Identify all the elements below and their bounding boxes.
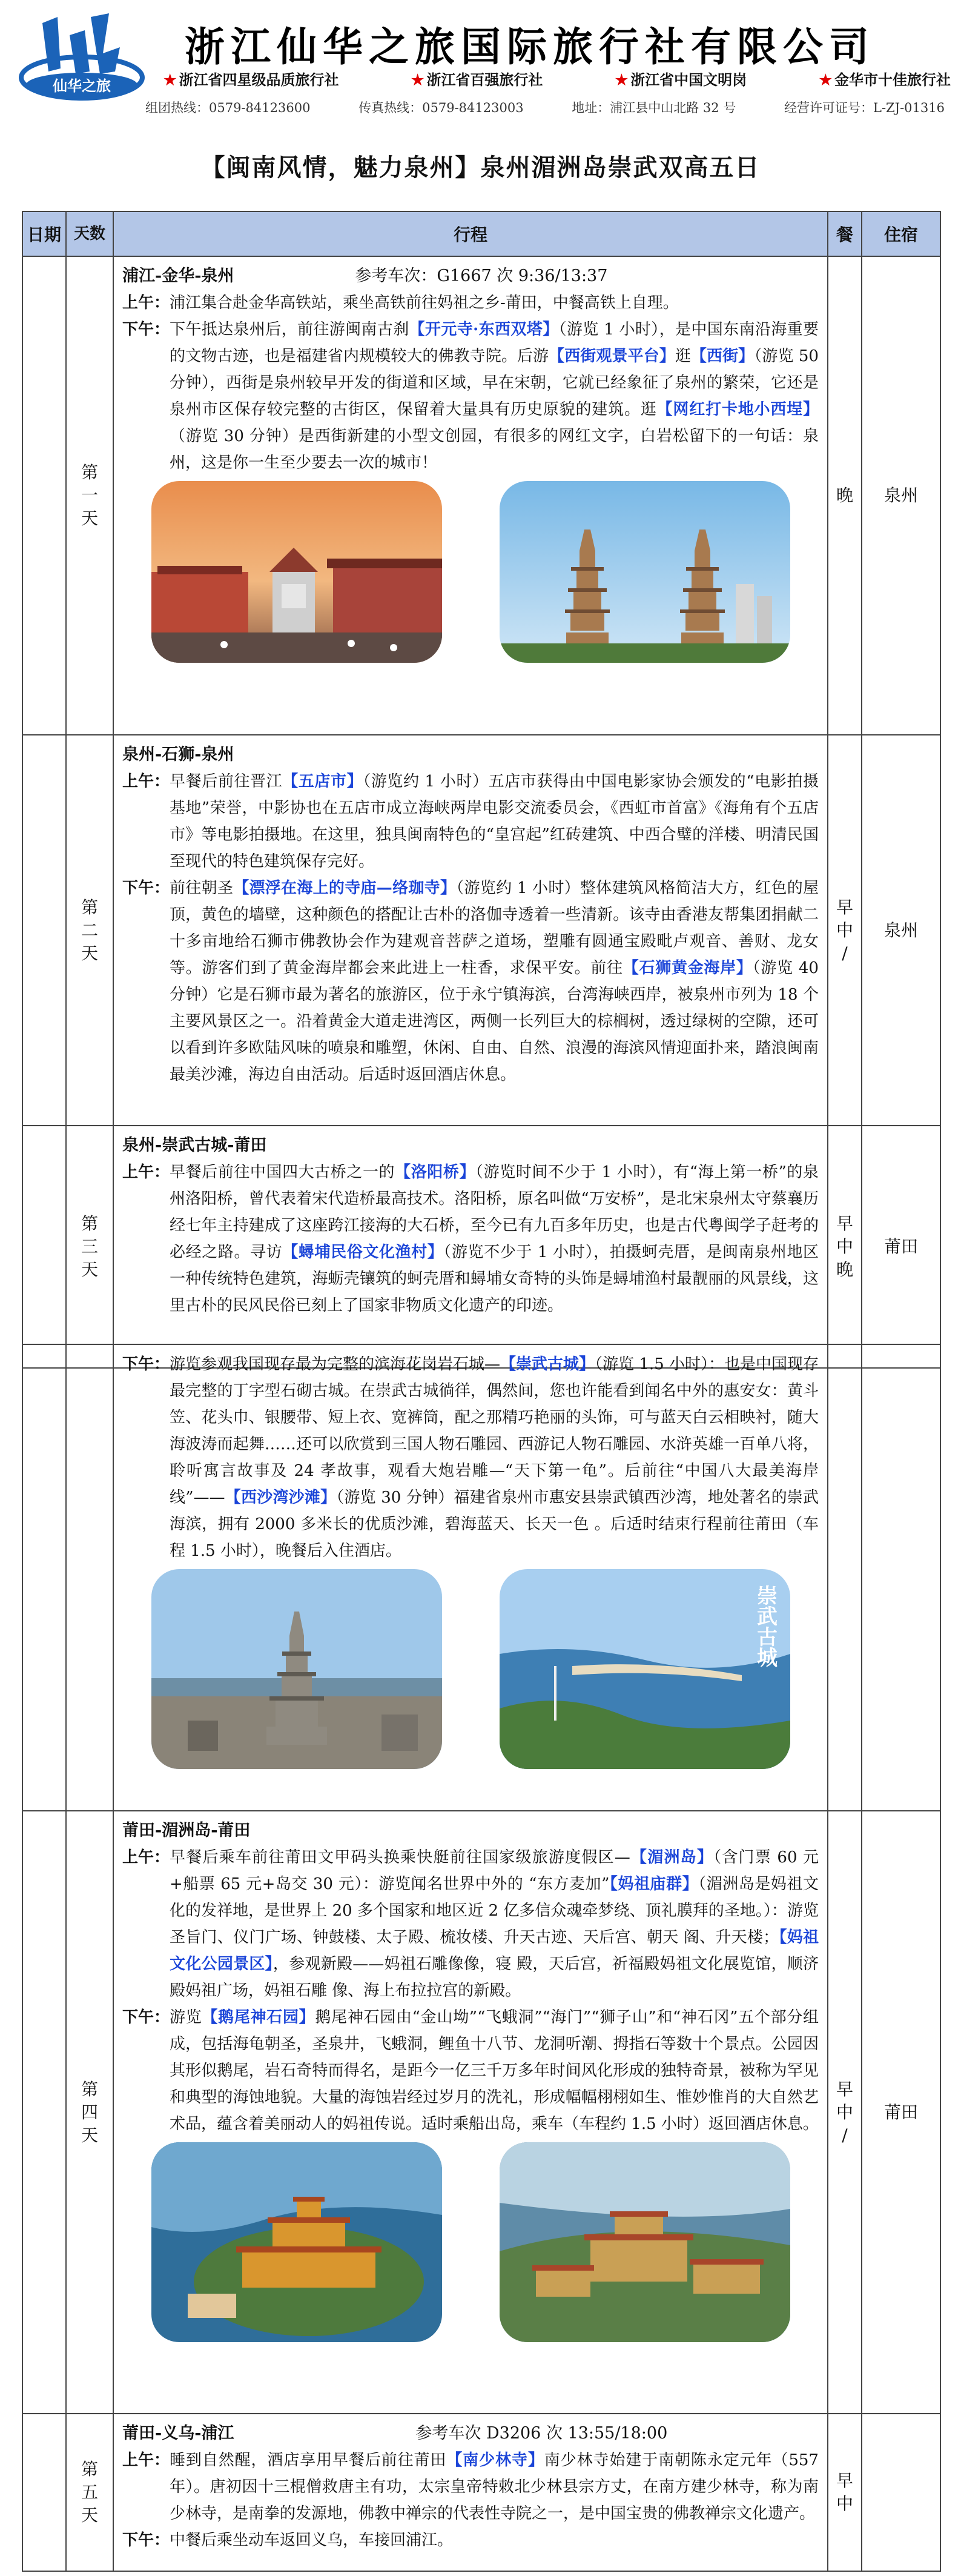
stay-cell: 莆田 [862,1126,940,1368]
paragraph-text [170,290,819,316]
day-label: 第 一 天 [66,256,113,735]
text-segment: （游览不少于 1 小时），拍摄蚵壳厝，是闽南泉州地区一种传统特色建筑，海蛎壳镶筑的蚵壳厝和蟳埔女奇特的头饰是蟳埔渔村最靓丽的风景线，这里古朴的民风民俗已刻上了国家非物质文化遗产的印迹。 [170,1243,819,1315]
text-segment: （游览 30 分钟）是西街新建的小型文创园，有很多的网红文字，白岩松留下的一句话：泉州，这是你一生至少要去一次的城市！ [170,427,819,472]
attraction-name: 【妈祖文化公园景区】 [170,1928,819,1973]
attraction-name: 【开元寺·东西双塔】 [409,320,559,339]
route-line: 泉州-崇武古城-莆田 [122,1136,267,1155]
day-content [113,1344,828,1811]
stay-cell: 泉州 [862,256,940,735]
time-label: 下午： [122,2008,170,2027]
photo-mazu-complex [500,2142,790,2342]
text-segment: （游览 40 分钟）它是石狮市最为著名的旅游区，位于永宁镇海滨，台湾海峡西岸，被泉州市列为 18 个主要风景区之一。沿着黄金大道走进湾区，两侧一长列巨大的棕榈树，透过绿树的空隙，还可以看到许多欧陆风味的喷泉和雕塑，休闲、自由、自然、浪漫的海滨风情迎面扑来，踏浪闽南最美沙滩，海边自由活动。后适时返回酒店休息。 [170,959,819,1084]
time-label: 上午： [122,1848,170,1867]
group-hotline: 组团热线：0579-84123600 [145,101,311,115]
paragraph-text [170,1351,819,1564]
license-number: 经营许可证号：L-ZJ-01316 [784,101,945,115]
address: 地址：浦江县中山北路 32 号 [572,101,736,115]
attraction-name: 【五店市】 [282,772,363,791]
time-label: 下午： [122,320,170,339]
train-info: 参考车次：G1667 次 9:36/13:37 [355,267,608,285]
honor-item: ★ 金华市十佳旅行社 [819,71,951,88]
itinerary-table-continued [22,1344,941,2572]
time-label: 上午： [122,1163,170,1181]
stay-cell: 泉州 [862,735,940,1126]
text-segment: （游览约 1 小时）五店市获得由中国电影家协会颁发的“电影拍摄基地”荣誉，中影协也在五店市成立海峡两岸电影交流委员会，《西虹市首富》《海角有个五店市》等电影拍摄地。在这里，独具闽南特色的“皇宫起”红砖建筑、中西合璧的洋楼、明清民国至现代的特色建筑保存完好。 [170,772,819,871]
photo-chongwu-pagoda [151,1569,442,1769]
route-line: 莆田-义乌-浦江 参考车次 D3206 次 13:55/18:00 [122,2420,819,2447]
star-icon: ★ [819,71,832,88]
photo-meizhou-temple-aerial [151,2142,442,2342]
header-meal: 餐 [828,211,862,256]
day-content [113,256,828,735]
honor-item: ★ 浙江省中国文明岗 [615,71,747,88]
star-icon: ★ [615,71,629,88]
text-segment: 游览 [170,2008,202,2027]
text-segment: 游览参观我国现存最为完整的滨海花岗岩石城— [170,1355,501,1373]
photo-kaiyuan-street [151,481,442,663]
header-itinerary: 行程 [113,211,828,256]
text-segment: （游览 50 分钟），西街是泉州较早开发的街道和区域，早在宋朝，它就已经象征了泉州的繁荣，它还是泉州市区保存较完整的古街区，保留着大量具有历史原貌的建筑。逛 [170,347,819,419]
stay-cell: 莆田 [862,1811,940,2414]
itinerary-table [22,211,941,1369]
text-segment: （游览约 1 小时）整体建筑风格简洁大方，红色的屋顶，黄色的墙壁，这种颜色的搭配让古朴的洛伽寺透着一些清新。该寺由香港友帮集团捐献二十多亩地给石狮市佛教协会作为建观音菩萨之道场，塑雕有圆通宝殿毗卢观音、善财、龙女等。游客们到了黄金海岸都会来此进上一柱香，求保平安。前往 [170,879,819,977]
text-segment: 鹅尾神石园由“金山坳”“飞蛾洞”“海门”“狮子山”和“神石冈”五个部分组成，包括海龟朝圣，圣泉井，飞蛾洞，鲤鱼十八节、龙洞听潮、拇指石等数十个景点。公园因其形似鹅尾，岩石奇特而得名，是距今一亿三千万多年时间风化形成的独特奇景，被称为罕见和典型的海蚀地貌。大量的海蚀岩经过岁月的洗礼，形成幅幅栩栩如生、惟妙惟肖的大自然艺术品，蕴含着美丽动人的妈祖传说。适时乘船出岛，乘车（车程约 1.5 小时）返回酒店休息。 [170,2008,819,2133]
text-segment: 睡到自然醒，酒店享用早餐后前往莆田 [170,2451,447,2469]
paragraph-text [170,2447,819,2527]
meal-cell: 早 中 / [828,1811,862,2414]
schedule-paragraph [122,290,819,316]
time-label: 下午： [122,1355,170,1373]
paragraph-text [170,2527,819,2554]
attraction-name: 【网红打卡地小西埕】 [656,400,819,419]
header-date: 日期 [22,211,66,256]
time-label: 上午： [122,294,170,312]
attraction-name: 【西沙湾沙滩】 [225,1489,337,1507]
text-segment: 中餐后乘坐动车返回义乌，车接回浦江。 [170,2531,454,2549]
meal-cell: 早 中 / [828,735,862,1126]
honor-item: ★ 浙江省百强旅行社 [411,71,543,88]
date-cell [22,735,66,1126]
attraction-name: 【洛阳桥】 [395,1163,476,1181]
logo-text: 仙华之旅 [53,78,111,95]
meal-cell: 晚 [828,256,862,735]
day-label: 第 二 天 [66,735,113,1126]
text-segment: 早餐后前往晋江 [170,772,283,791]
day-row-continued [22,1344,940,1811]
day-content [113,2414,828,2571]
table-header-row [22,211,940,256]
paragraph-text [170,316,819,476]
day-row [22,256,940,735]
schedule-paragraph [122,2527,819,2554]
fax-hotline: 传真热线：0579-84123003 [358,101,524,115]
photo-twin-pagodas [500,481,790,663]
text-segment: 南少林寺始建于南朝陈永定元年（557 年）。唐初因十三棍僧救唐主有功，太宗皇帝特敕北少林县宗方丈，在南方建少林寺，称为南少林寺，是南拳的发源地，佛教中禅宗的代表性寺院之一，是中国宝贵的佛教禅宗文化遗产。 [170,2451,819,2523]
text-segment: 早餐后乘车前往莆田文甲码头换乘快艇前往国家级旅游度假区— [170,1848,630,1867]
date-cell [22,1811,66,2414]
company-logo [18,11,145,102]
date-cell [22,1126,66,1368]
route-line: 浦江-金华-泉州 参考车次：G1667 次 9:36/13:37 [122,263,819,290]
stay-cell [862,1344,940,1811]
header-days: 天数 [66,211,113,256]
stay-cell [862,2414,940,2571]
paragraph-text [170,768,819,875]
attraction-name: 【西街】 [690,347,755,365]
attraction-name: 【湄洲岛】 [630,1848,714,1867]
date-cell [22,1344,66,1811]
day-content [113,1811,828,2414]
schedule-paragraph [122,1159,819,1319]
date-cell [22,2414,66,2571]
header-stay: 住宿 [862,211,940,256]
schedule-paragraph [122,768,819,875]
time-label: 下午： [122,2531,170,2549]
day-row [22,1811,940,2414]
attraction-name: 【石狮黄金海岸】 [623,959,753,977]
day-label [66,1344,113,1811]
day-row [22,735,940,1126]
photo-row [122,2137,819,2345]
day-content [113,735,828,1126]
schedule-paragraph [122,2004,819,2137]
paragraph-text [170,1844,819,2004]
day-label: 第 三 天 [66,1126,113,1368]
text-segment: 前往朝圣 [170,879,234,897]
time-label: 上午： [122,772,170,791]
photo-chongwu-coast [500,1569,790,1769]
text-segment: 浦江集合赴金华高铁站，乘坐高铁前往妈祖之乡-莆田，中餐高铁上自理。 [170,294,679,312]
text-segment: （湄洲岛是妈祖文化的发祥地，是世界上 20 多个国家和地区近 2 亿多信众魂牵梦绕、顶礼膜拜的圣地。）：游览圣旨门、仪门广场、钟鼓楼、太子殿、梳妆楼、升天古迹、天后宫、朝天 阁、升天楼； [170,1875,819,1947]
text-segment: （含门票 60 元+船票 65 元+岛交 30 元）：游览闻名世界中外的 “东方麦加” [170,1848,819,1893]
schedule-paragraph [122,1844,819,2004]
meal-cell: 早 中 晚 [828,1126,862,1368]
paragraph-text [170,875,819,1088]
schedule-paragraph [122,2447,819,2527]
text-segment: （游览时间不少于 1 小时），有“海上第一桥”的泉州洛阳桥，曾代表着宋代造桥最高技术。洛阳桥，原名叫做“万安桥”，是北宋泉州太守蔡襄历经七年主持建成了这座跨江接海的大石桥，至今已有九百多年历史，也是古代粤闽学子赶考的必经之路。寻访 [170,1163,819,1261]
paragraph-text [170,1159,819,1319]
attraction-name: 【蟳埔民俗文化渔村】 [282,1243,444,1261]
text-segment: 逛 [675,347,691,365]
route-line: 莆田-湄洲岛-莆田 [122,1821,251,1840]
day-label: 第 四 天 [66,1811,113,2414]
time-label: 下午： [122,879,170,897]
photo-row [122,1564,819,1771]
day-row [22,1126,940,1368]
meal-cell: 早 中 [828,2414,862,2571]
photo-caption: 崇武古城 [753,1585,778,1667]
meal-cell [828,1344,862,1811]
attraction-name: 【漂浮在海上的寺庙—络珈寺】 [233,879,457,897]
text-segment: （游览 30 分钟）福建省泉州市惠安县崇武镇西沙湾，地处著名的崇武海滨，拥有 2000 多米长的优质沙滩，碧海蓝天、长天一色 。后适时结束行程前往莆田（车程 1.5 小时），晚餐后入住酒店。 [170,1489,819,1560]
schedule-paragraph [122,316,819,476]
day-label: 第 五 天 [66,2414,113,2571]
text-segment: ，参观新殿——妈祖石雕像像，寝 殿，天后宫，祈福殿妈祖文化展览馆，顺济殿妈祖广场，妈祖石雕 像、海上布拉拉宫的新殿。 [170,1955,819,2000]
paragraph-text [170,2004,819,2137]
day-content [113,1126,828,1368]
company-name: 浙江仙华之旅国际旅行社有限公司 [185,23,875,70]
star-icon: ★ [163,71,177,88]
contact-row [145,98,945,116]
honors-row [163,68,951,89]
attraction-name: 【妈祖庙群】 [609,1875,699,1893]
schedule-paragraph [122,875,819,1088]
text-segment: （游览 1 小时），是中国东南沿海重要的文物古迹，也是福建省内规模较大的佛教寺院。后游 [170,320,819,365]
text-segment: 下午抵达泉州后，前往游闽南古刹 [170,320,409,339]
route-line: 泉州-石狮-泉州 [122,745,234,764]
itinerary-title: 【闽南风情，魅力泉州】泉州湄洲岛崇武双高五日 [200,153,761,182]
letterhead [0,0,961,127]
text-segment: （游览 1.5 小时）：也是中国现存最完整的丁字型石砌古城。在崇武古城徜徉，偶然间，您也许能看到闻名中外的惠安女：黄斗笠、花头巾、银腰带、短上衣、宽裤筒，配之那精巧艳丽的头饰，可与蓝天白云相映衬，随大海波涛而起舞……还可以欣赏到三国人物石雕园、西游记人物石雕园、水浒英雄一百单八将，聆听寓言故事及 24 孝故事，观看大炮岩雕—“天下第一龟”。后前往“中国八大最美海岸线”—— [170,1355,819,1507]
star-icon: ★ [411,71,424,88]
schedule-paragraph [122,1351,819,1564]
text-segment: 早餐后前往中国四大古桥之一的 [170,1163,395,1181]
date-cell [22,256,66,735]
attraction-name: 【崇武古城】 [500,1355,595,1373]
attraction-name: 【南少林寺】 [446,2451,544,2469]
train-info: 参考车次 D3206 次 13:55/18:00 [415,2424,668,2443]
time-label: 上午： [122,2451,170,2469]
honor-item: ★ 浙江省四星级品质旅行社 [163,71,339,88]
attraction-name: 【西街观景平台】 [549,347,675,365]
day-row [22,2414,940,2571]
attraction-name: 【鹅尾神石园】 [202,2008,315,2027]
photo-row [122,476,819,665]
